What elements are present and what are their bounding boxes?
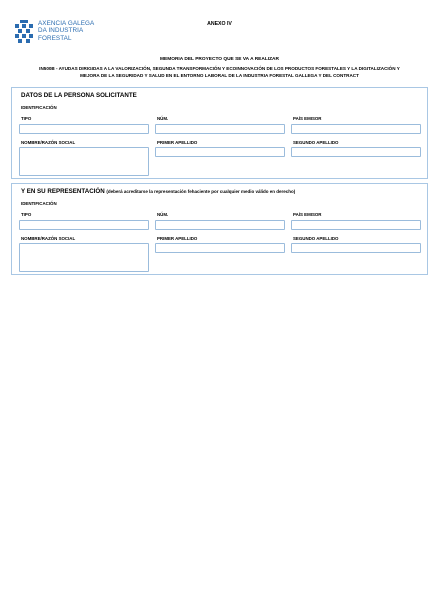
logo-line-1: AXENCIA GALEGA xyxy=(38,20,95,27)
applicant-identification-label: IDENTIFICACIÓN xyxy=(21,105,57,110)
representative-segundo-apellido-label: SEGUNDO APELLIDO xyxy=(293,236,339,241)
representative-nombre-label: NOMBRE/RAZÓN SOCIAL xyxy=(21,236,76,241)
applicant-pais-field[interactable] xyxy=(291,124,421,134)
representative-identification-label: IDENTIFICACIÓN xyxy=(21,201,57,206)
representative-title: Y EN SU REPRESENTACIÓN xyxy=(21,188,105,195)
applicant-section xyxy=(11,87,428,179)
applicant-num-label: NÚM. xyxy=(157,116,169,121)
procedure-line-2: MEJORA DE LA SEGURIDAD Y SALUD EN EL ENTORNO LABORAL DE LA INDUSTRIA FORESTAL GALLEGA Y DEL CONTRACT xyxy=(80,73,359,79)
applicant-primer-apellido-field[interactable] xyxy=(155,147,285,157)
representative-tipo-label: TIPO xyxy=(21,212,32,217)
applicant-tipo-field[interactable] xyxy=(19,124,149,134)
representative-primer-apellido-label: PRIMER APELLIDO xyxy=(157,236,198,241)
procedure-line-1: IN500B - AYUDAS DIRIGIDAS A LA VALORIZACIÓN, SEGUNDA TRANSFORMACIÓN Y ECOINNOVACIÓN DE LOS PRODUCTOS FORESTALES Y LA DIGITALIZACIÓN Y xyxy=(39,66,400,71)
applicant-section-title: DATOS DE LA PERSONA SOLICITANTE xyxy=(21,92,137,99)
applicant-num-field[interactable] xyxy=(155,124,285,134)
applicant-tipo-label: TIPO xyxy=(21,116,32,121)
applicant-primer-apellido-label: PRIMER APELLIDO xyxy=(157,140,198,145)
representative-segundo-apellido-field[interactable] xyxy=(291,243,421,253)
representative-note: (deberá acreditarse la representación fehaciente por cualquier medio válido en derecho) xyxy=(106,189,296,194)
applicant-segundo-apellido-label: SEGUNDO APELLIDO xyxy=(293,140,339,145)
representative-num-label: NÚM. xyxy=(157,212,169,217)
applicant-nombre-field[interactable] xyxy=(19,147,149,176)
representative-nombre-field[interactable] xyxy=(19,243,149,272)
representative-tipo-field[interactable] xyxy=(19,220,149,230)
representative-num-field[interactable] xyxy=(155,220,285,230)
annex-label: ANEXO IV xyxy=(207,21,232,27)
applicant-segundo-apellido-field[interactable] xyxy=(291,147,421,157)
representative-primer-apellido-field[interactable] xyxy=(155,243,285,253)
applicant-nombre-label: NOMBRE/RAZÓN SOCIAL xyxy=(21,140,76,145)
document-title: MEMORIA DEL PROYECTO QUE SE VA A REALIZAR xyxy=(160,57,279,62)
procedure-title xyxy=(16,65,423,80)
representative-section-title xyxy=(21,188,295,195)
logo-line-3: FORESTAL xyxy=(38,34,72,42)
representative-pais-label: PAÍS EMISOR xyxy=(293,212,322,217)
representative-section xyxy=(11,183,428,275)
applicant-pais-label: PAÍS EMISOR xyxy=(293,116,322,121)
representative-pais-field[interactable] xyxy=(291,220,421,230)
logo-line-2: DA INDUSTRIA xyxy=(38,27,84,35)
